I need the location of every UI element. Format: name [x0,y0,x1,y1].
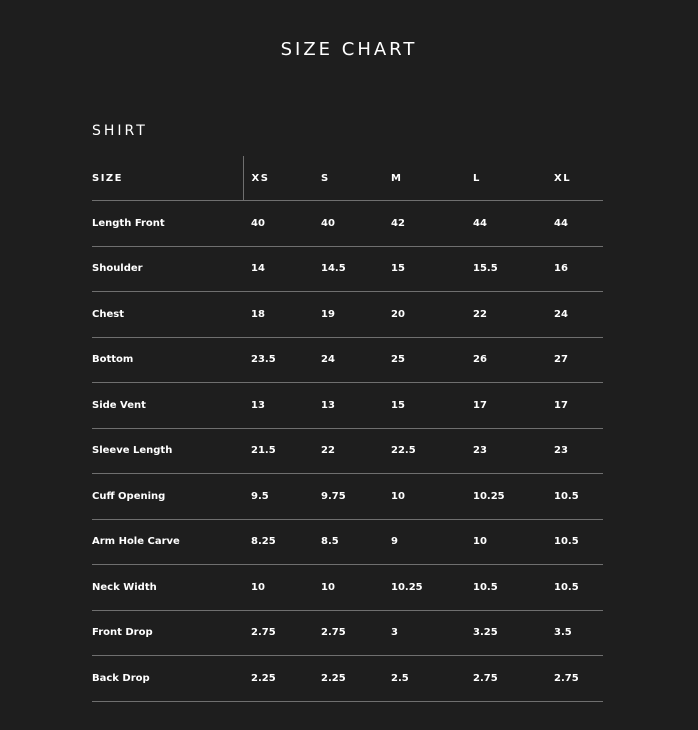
measurement-value: 14 [243,246,313,292]
measurement-value: 20 [383,292,465,338]
measurement-value: 15 [383,383,465,429]
table-row [92,337,603,383]
measurement-value: 22 [465,292,546,338]
measurement-label: Length Front [92,201,243,247]
measurement-value: 10.5 [546,474,603,520]
table-row [92,656,603,702]
measurement-value: 27 [546,337,603,383]
measurement-value: 9.75 [313,474,383,520]
measurement-value: 40 [313,201,383,247]
measurement-value: 22 [313,428,383,474]
measurement-value: 24 [313,337,383,383]
size-table-body [92,201,603,702]
measurement-value: 24 [546,292,603,338]
measurement-value: 10 [313,565,383,611]
measurement-value: 3.25 [465,610,546,656]
table-row [92,610,603,656]
measurement-value: 10.5 [546,519,603,565]
measurement-value: 8.25 [243,519,313,565]
measurement-value: 9 [383,519,465,565]
measurement-value: 42 [383,201,465,247]
measurement-value: 2.75 [243,610,313,656]
measurement-value: 17 [465,383,546,429]
table-row [92,474,603,520]
header-cell-l: L [465,156,546,201]
measurement-value: 40 [243,201,313,247]
table-row [92,201,603,247]
measurement-value: 44 [465,201,546,247]
measurement-value: 2.25 [243,656,313,702]
header-cell-s: S [313,156,383,201]
measurement-label: Sleeve Length [92,428,243,474]
table-row [92,292,603,338]
header-row [92,156,603,201]
measurement-value: 2.75 [465,656,546,702]
measurement-value: 23 [546,428,603,474]
measurement-value: 22.5 [383,428,465,474]
header-cell-size: SIZE [92,156,243,201]
measurement-value: 2.75 [313,610,383,656]
measurement-value: 3.5 [546,610,603,656]
measurement-value: 26 [465,337,546,383]
table-row [92,519,603,565]
measurement-label: Front Drop [92,610,243,656]
measurement-value: 2.75 [546,656,603,702]
measurement-value: 10 [243,565,313,611]
measurement-value: 8.5 [313,519,383,565]
measurement-label: Neck Width [92,565,243,611]
measurement-value: 13 [243,383,313,429]
size-table-header [92,156,603,201]
measurement-value: 15.5 [465,246,546,292]
section-title: SHIRT [92,123,148,139]
table-row [92,565,603,611]
measurement-label: Cuff Opening [92,474,243,520]
measurement-value: 17 [546,383,603,429]
measurement-value: 44 [546,201,603,247]
measurement-value: 15 [383,246,465,292]
measurement-value: 10.5 [465,565,546,611]
measurement-value: 13 [313,383,383,429]
measurement-label: Shoulder [92,246,243,292]
header-cell-m: M [383,156,465,201]
table-row [92,246,603,292]
measurement-value: 10 [465,519,546,565]
measurement-value: 2.25 [313,656,383,702]
measurement-value: 10 [383,474,465,520]
measurement-value: 25 [383,337,465,383]
measurement-label: Arm Hole Carve [92,519,243,565]
measurement-label: Bottom [92,337,243,383]
measurement-label: Side Vent [92,383,243,429]
header-cell-xl: XL [546,156,603,201]
table-row [92,383,603,429]
measurement-value: 9.5 [243,474,313,520]
measurement-value: 16 [546,246,603,292]
page-title: SIZE CHART [280,39,418,60]
measurement-value: 14.5 [313,246,383,292]
table-row [92,428,603,474]
measurement-value: 19 [313,292,383,338]
measurement-label: Chest [92,292,243,338]
measurement-value: 18 [243,292,313,338]
measurement-value: 2.5 [383,656,465,702]
measurement-value: 23 [465,428,546,474]
measurement-value: 23.5 [243,337,313,383]
measurement-label: Back Drop [92,656,243,702]
header-cell-xs: XS [243,156,313,201]
measurement-value: 21.5 [243,428,313,474]
size-table [92,156,603,702]
measurement-value: 3 [383,610,465,656]
measurement-value: 10.25 [465,474,546,520]
measurement-value: 10.25 [383,565,465,611]
measurement-value: 10.5 [546,565,603,611]
